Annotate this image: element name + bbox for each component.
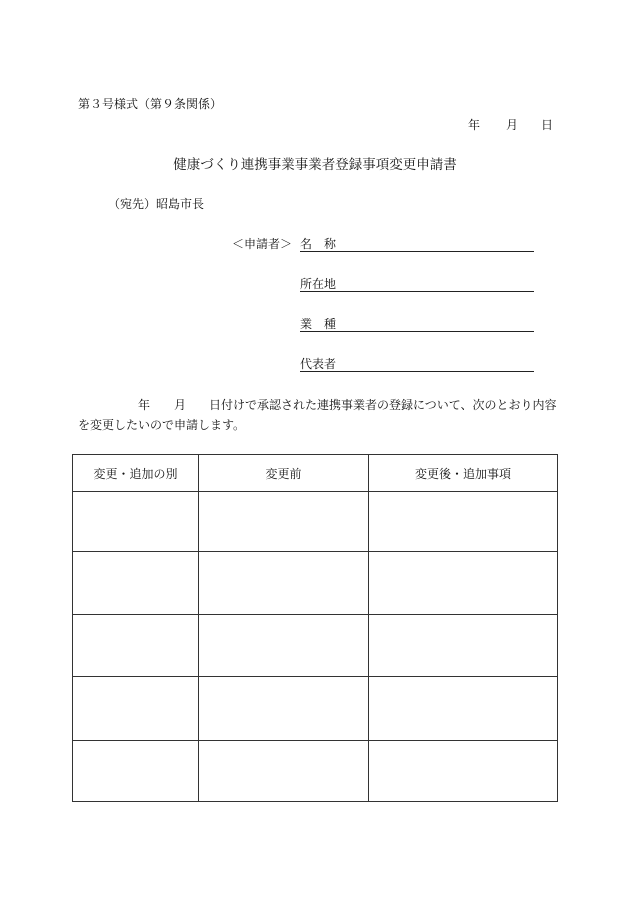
- applicant-industry-row: [300, 317, 534, 332]
- applicant-name-row: [300, 237, 534, 252]
- table-cell[interactable]: [199, 552, 369, 615]
- table-cell[interactable]: [73, 492, 199, 552]
- document-title: 健康づくり連携事業事業者登録事項変更申請書: [173, 157, 457, 173]
- body-year: 年: [138, 398, 151, 412]
- applicant-representative-row: [300, 357, 534, 372]
- changes-table: [72, 454, 558, 802]
- body-text-line-1: [78, 398, 558, 412]
- applicant-industry-label: 業 種: [300, 317, 337, 331]
- table-row: [73, 492, 558, 552]
- table-cell[interactable]: [199, 615, 369, 677]
- form-number: 第３号様式（第９条関係）: [78, 97, 223, 111]
- body-month: 月: [174, 398, 187, 412]
- date-year: 年: [468, 118, 481, 132]
- table-cell[interactable]: [73, 677, 199, 741]
- header-before: 変更前: [199, 455, 369, 492]
- date-line: [468, 118, 552, 132]
- addressee: （宛先）昭島市長: [108, 197, 205, 211]
- table-row: [73, 552, 558, 615]
- applicant-label: ＜申請者＞: [232, 237, 293, 251]
- table-cell[interactable]: [199, 492, 369, 552]
- table-row: [73, 677, 558, 741]
- table-cell[interactable]: [73, 741, 199, 802]
- table-cell[interactable]: [199, 677, 369, 741]
- body-text-rest: 日付けで承認された連携事業者の登録について、次のとおり内容: [209, 398, 557, 412]
- table-cell[interactable]: [369, 492, 558, 552]
- table-header-row: [73, 455, 558, 492]
- applicant-name-label: 名 称: [300, 237, 337, 251]
- applicant-address-label: 所在地: [300, 277, 337, 291]
- table-cell[interactable]: [369, 677, 558, 741]
- table-cell[interactable]: [73, 615, 199, 677]
- date-month: 月: [506, 118, 519, 132]
- body-text-line-2: を変更したいので申請します。: [78, 418, 246, 432]
- table-cell[interactable]: [369, 615, 558, 677]
- applicant-address-row: [300, 277, 534, 292]
- header-change-type: 変更・追加の別: [73, 455, 199, 492]
- table-cell[interactable]: [369, 741, 558, 802]
- table-cell[interactable]: [73, 552, 199, 615]
- table-cell[interactable]: [199, 741, 369, 802]
- date-day: 日: [541, 118, 554, 132]
- table-cell[interactable]: [369, 552, 558, 615]
- table-row: [73, 615, 558, 677]
- table-row: [73, 741, 558, 802]
- header-after: 変更後・追加事項: [369, 455, 558, 492]
- applicant-representative-label: 代表者: [300, 357, 337, 371]
